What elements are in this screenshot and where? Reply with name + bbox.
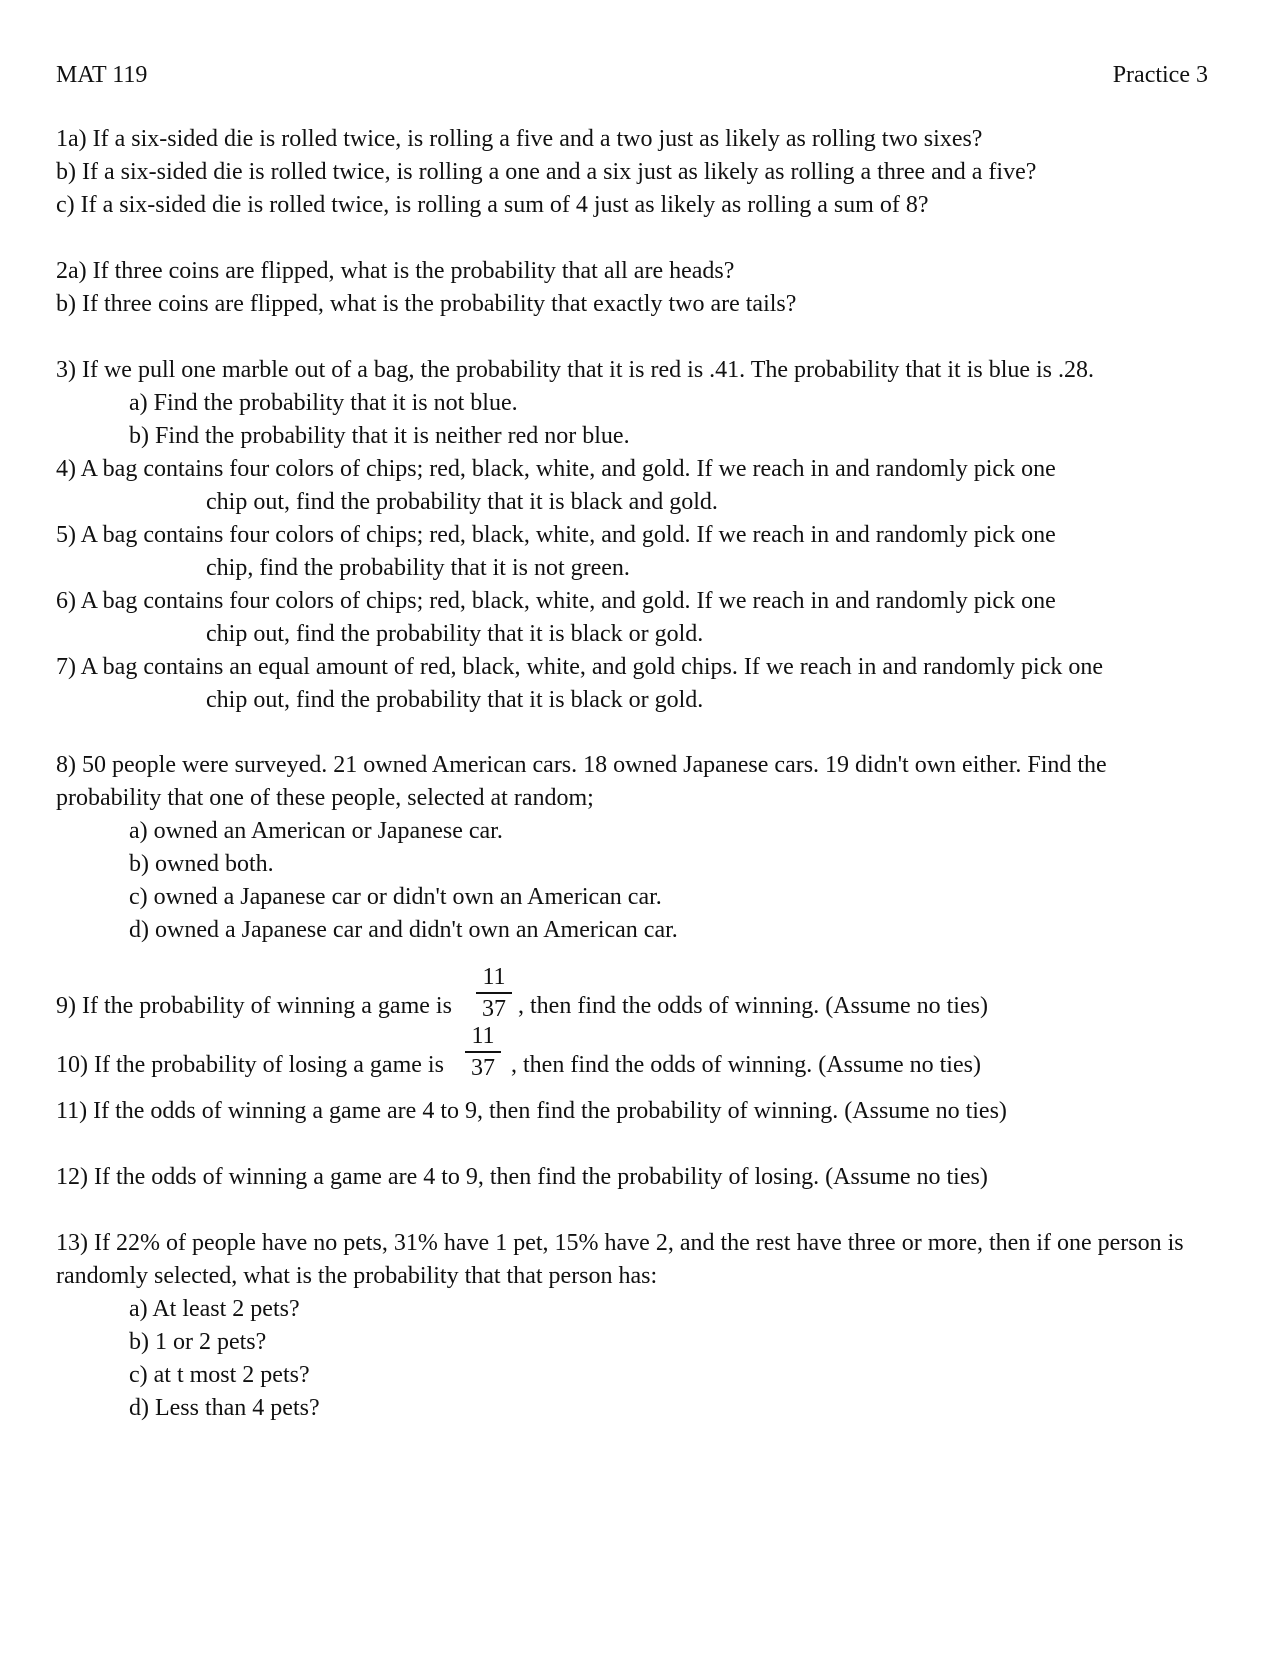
question-8: 8) 50 people were surveyed. 21 owned American cars. 18 owned Japanese cars. 19 didn't own either. Find the: [56, 752, 1107, 778]
question-1b: b) If a six-sided die is rolled twice, is rolling a one and a six just as likely as rolling a three and a five?: [56, 159, 1037, 185]
question-4: 4) A bag contains four colors of chips; red, black, white, and gold. If we reach in and randomly pick one: [56, 456, 1056, 482]
question-8a: a) owned an American or Japanese car.: [129, 818, 503, 844]
question-9-suffix: , then find the odds of winning. (Assume no ties): [518, 993, 988, 1019]
course-label: MAT 119: [56, 62, 148, 88]
question-8b: b) owned both.: [129, 851, 274, 877]
question-13a: a) At least 2 pets?: [129, 1296, 300, 1322]
question-3a: a) Find the probability that it is not blue.: [129, 390, 518, 416]
question-13d: d) Less than 4 pets?: [129, 1395, 320, 1421]
question-7: 7) A bag contains an equal amount of red, black, white, and gold chips. If we reach in and randomly pick one: [56, 654, 1104, 680]
question-10-suffix: , then find the odds of winning. (Assume no ties): [511, 1052, 981, 1078]
fraction-numerator: 11: [471, 1023, 495, 1049]
worksheet-title: Practice 3: [1112, 62, 1208, 88]
question-5-continued: chip, find the probability that it is not green.: [206, 555, 630, 581]
question-10-prefix: 10) If the probability of losing a game is: [56, 1052, 444, 1078]
fraction-denominator: 37: [482, 996, 506, 1022]
question-3: 3) If we pull one marble out of a bag, the probability that it is red is .41. The probability that it is blue is .28.: [56, 357, 1095, 383]
question-6: 6) A bag contains four colors of chips; red, black, white, and gold. If we reach in and randomly pick one: [56, 588, 1056, 614]
question-12: 12) If the odds of winning a game are 4 to 9, then find the probability of losing. (Assume no ties): [56, 1164, 988, 1190]
question-2b: b) If three coins are flipped, what is the probability that exactly two are tails?: [56, 291, 797, 317]
question-1a: 1a) If a six-sided die is rolled twice, is rolling a five and a two just as likely as rolling two sixes?: [56, 126, 983, 152]
question-8c: c) owned a Japanese car or didn't own an American car.: [129, 884, 662, 910]
question-7-continued: chip out, find the probability that it is black or gold.: [206, 687, 704, 713]
question-13b: b) 1 or 2 pets?: [129, 1329, 267, 1355]
question-13: 13) If 22% of people have no pets, 31% have 1 pet, 15% have 2, and the rest have three or more, then if one person is: [56, 1230, 1184, 1256]
question-1c: c) If a six-sided die is rolled twice, is rolling a sum of 4 just as likely as rolling a sum of 8?: [56, 192, 929, 218]
page-header: [56, 62, 1208, 92]
question-4-continued: chip out, find the probability that it is black and gold.: [206, 489, 718, 515]
fraction-numerator: 11: [482, 964, 506, 990]
question-13c: c) at t most 2 pets?: [129, 1362, 310, 1388]
question-13-continued: randomly selected, what is the probability that that person has:: [56, 1263, 658, 1289]
question-9-fraction: [474, 962, 514, 1024]
question-2a: 2a) If three coins are flipped, what is the probability that all are heads?: [56, 258, 735, 284]
question-3b: b) Find the probability that it is neither red nor blue.: [129, 423, 630, 449]
question-6-continued: chip out, find the probability that it is black or gold.: [206, 621, 704, 647]
fraction-denominator: 37: [471, 1055, 495, 1081]
question-5: 5) A bag contains four colors of chips; red, black, white, and gold. If we reach in and randomly pick one: [56, 522, 1056, 548]
question-8-continued: probability that one of these people, selected at random;: [56, 785, 594, 811]
question-10-fraction: [463, 1021, 503, 1083]
question-9-prefix: 9) If the probability of winning a game is: [56, 993, 452, 1019]
question-8d: d) owned a Japanese car and didn't own an American car.: [129, 917, 678, 943]
question-11: 11) If the odds of winning a game are 4 to 9, then find the probability of winning. (Assume no ties): [56, 1098, 1007, 1124]
